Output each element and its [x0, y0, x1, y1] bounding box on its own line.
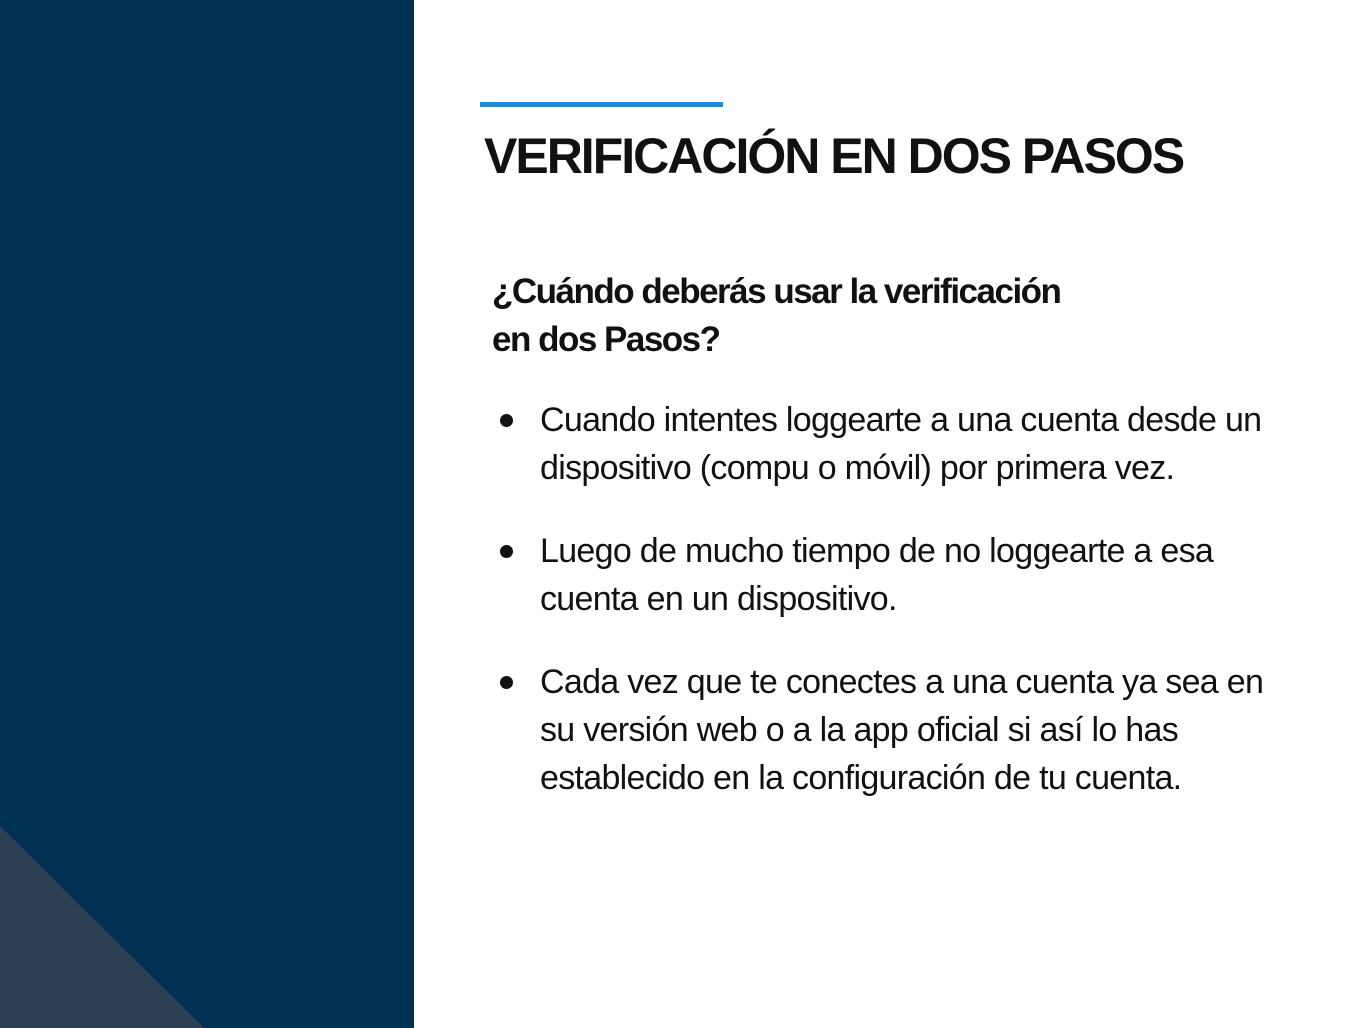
- subheading-line-1: ¿Cuándo deberás usar la verificación: [492, 272, 1061, 311]
- side-panel: [0, 0, 414, 1028]
- bullet-dot-icon: [500, 414, 513, 427]
- bullet-list: [492, 396, 1272, 837]
- title-accent-line: [480, 102, 723, 107]
- decorative-triangle: [0, 0, 414, 1028]
- bullet-text: Cuando intentes loggearte a una cuenta desde un dispositivo (compu o móvil) por primera vez.: [540, 401, 1262, 487]
- list-item: [492, 658, 1272, 802]
- subheading-line-2: en dos Pasos?: [492, 320, 720, 359]
- bullet-dot-icon: [500, 545, 513, 558]
- bullet-text: Cada vez que te conectes a una cuenta ya sea en su versión web o a la app oficial si así lo has establecido en la configuración de tu cuenta.: [540, 663, 1264, 797]
- bullet-dot-icon: [500, 676, 513, 689]
- list-item: [492, 396, 1272, 492]
- slide-subheading: [492, 268, 1212, 364]
- bullet-text: Luego de mucho tiempo de no loggearte a esa cuenta en un dispositivo.: [540, 532, 1214, 618]
- slide-title: VERIFICACIÓN EN DOS PASOS: [484, 128, 1184, 184]
- list-item: [492, 527, 1272, 623]
